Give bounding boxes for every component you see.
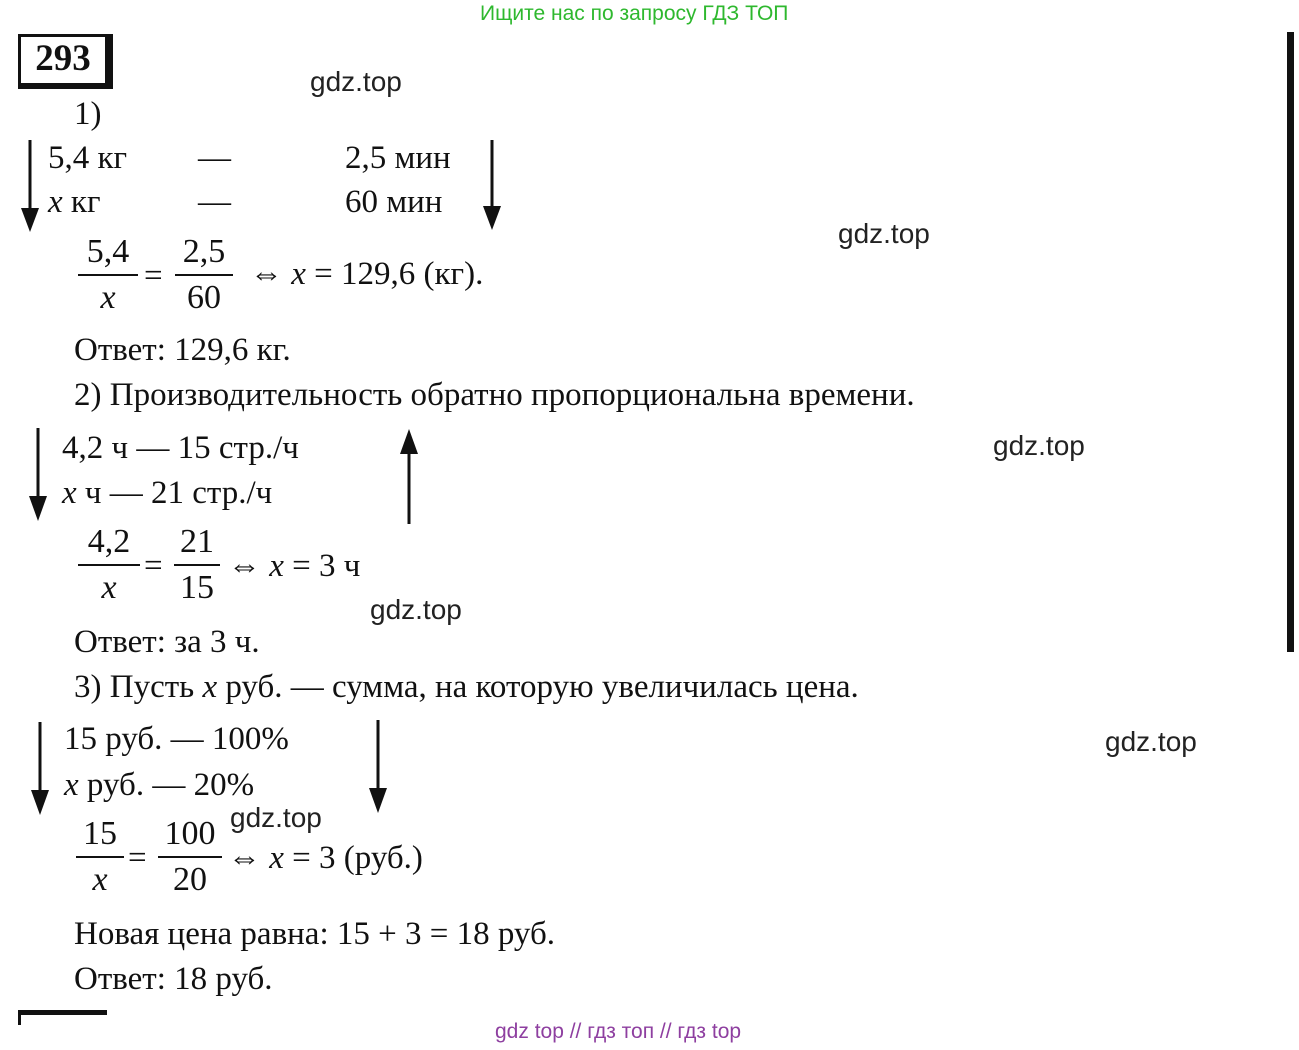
part3-row2: x руб. — 20%	[64, 767, 255, 803]
watermark: gdz.top	[370, 594, 462, 625]
part1-answer: Ответ: 129,6 кг.	[74, 332, 291, 368]
down-arrow-icon	[366, 720, 390, 816]
part3-answer: Ответ: 18 руб.	[74, 961, 273, 997]
problem-number: 293	[18, 34, 113, 89]
part2-fraction-left: 4,2 x	[78, 522, 140, 608]
equals-sign: =	[128, 840, 147, 876]
part1-row2-left: x кг	[48, 184, 101, 220]
part3-fraction-left: 15 x	[76, 814, 124, 900]
up-arrow-icon	[397, 428, 421, 524]
part1-row2-dash: —	[198, 184, 231, 220]
watermark: gdz.top	[230, 802, 322, 833]
part3-row1: 15 руб. — 100%	[64, 721, 289, 757]
part2-row2: x ч — 21 стр./ч	[62, 475, 273, 511]
part3-new-price: Новая цена равна: 15 + 3 = 18 руб.	[74, 916, 556, 952]
part2-answer: Ответ: за 3 ч.	[74, 624, 260, 660]
part1-label: 1)	[74, 96, 102, 132]
footer-links[interactable]: gdz top // гдз топ // гдз top	[495, 1020, 742, 1043]
part3-statement: 3) Пусть x руб. — сумма, на которую увеличилась цена.	[74, 669, 859, 705]
next-problem-box-edge	[18, 1010, 107, 1025]
watermark: gdz.top	[310, 66, 402, 97]
search-banner[interactable]: Ищите нас по запросу ГДЗ ТОП	[480, 2, 789, 25]
part2-statement: 2) Производительность обратно пропорциональна времени.	[74, 377, 915, 413]
part3-fraction-right: 100 20	[158, 814, 222, 900]
watermark: gdz.top	[993, 430, 1085, 461]
part2-result: ⇔ x = 3 ч	[228, 548, 361, 584]
equals-sign: =	[144, 258, 163, 294]
part2-fraction-right: 21 15	[174, 522, 220, 608]
watermark: gdz.top	[838, 218, 930, 249]
part1-fraction-right: 2,5 60	[175, 232, 233, 318]
right-border-bar	[1287, 32, 1294, 652]
part3-result: ⇔ x = 3 (руб.)	[228, 840, 423, 876]
equals-sign: =	[144, 548, 163, 584]
down-arrow-icon	[480, 140, 504, 232]
part1-row1-dash: —	[198, 140, 231, 176]
part1-row2-right: 60 мин	[345, 184, 443, 220]
part1-row1-right: 2,5 мин	[345, 140, 451, 176]
part1-fraction-left: 5,4 x	[78, 232, 138, 318]
down-arrow-icon	[28, 722, 52, 818]
part1-row1-left: 5,4 кг	[48, 140, 128, 176]
down-arrow-icon	[18, 140, 42, 235]
part2-row1: 4,2 ч — 15 стр./ч	[62, 430, 299, 466]
down-arrow-icon	[26, 428, 50, 524]
part1-result: ⇔ x = 129,6 (кг).	[250, 256, 484, 292]
watermark: gdz.top	[1105, 726, 1197, 757]
